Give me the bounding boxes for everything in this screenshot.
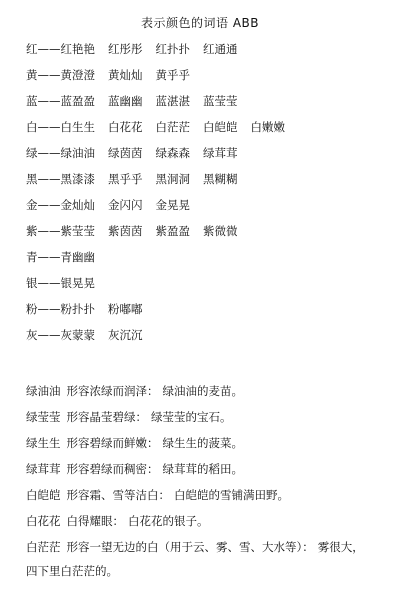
definition-row [26,540,386,566]
word-item: 黑糊糊 [203,172,238,186]
word-lead: 绿——绿油油 [26,146,95,160]
word-lead: 青——青幽幽 [26,250,95,264]
word-item: 红扑扑 [155,42,190,56]
word-lead: 银——银晃晃 [26,276,95,290]
definition-continuation-text: 四下里白茫茫的。 [26,564,118,578]
word-row-pink [26,302,394,328]
definition-example: 雾很大， [317,540,364,554]
word-row-green [26,146,394,172]
definition-term: 绿油油 [26,384,61,398]
word-row-yellow [26,68,394,94]
word-row-silver [26,276,394,302]
word-item: 黑洞洞 [155,172,190,186]
word-lead: 红——红艳艳 [26,42,95,56]
definition-meaning: 形容碧绿而鲜嫩： [66,436,159,450]
definition-row [26,436,386,462]
word-row-gray [26,328,394,354]
word-row-gold [26,198,394,224]
word-lead: 粉——粉扑扑 [26,302,95,316]
word-row-purple [26,224,394,250]
word-item: 黄灿灿 [108,68,143,82]
word-item: 粉嘟嘟 [108,302,143,316]
definition-row [26,488,386,514]
word-item: 白花花 [108,120,143,134]
word-item: 红彤彤 [108,42,143,56]
word-item: 黑乎乎 [108,172,143,186]
word-item: 金晃晃 [155,198,190,212]
word-item: 黄乎乎 [155,68,190,82]
word-item: 蓝幽幽 [108,94,143,108]
definition-example: 白皑皑的雪铺满田野。 [174,488,289,502]
definition-row [26,410,386,436]
definition-meaning: 形容浓绿而润泽： [66,384,159,398]
definition-meaning: 白得耀眼： [66,514,124,528]
word-item: 白皑皑 [203,120,238,134]
definition-meaning: 形容霜、雪等洁白： [66,488,170,502]
definition-term: 白皑皑 [26,488,61,502]
word-item: 绿森森 [155,146,190,160]
word-lead: 白——白生生 [26,120,95,134]
definition-meaning: 形容碧绿而稠密： [66,462,159,476]
word-item: 绿茸茸 [203,146,238,160]
definition-row [26,514,386,540]
definition-term: 白茫茫 [26,540,61,554]
definition-continuation [26,564,386,590]
definition-meaning: 形容一望无边的白（用于云、雾、雪、大水等）： [66,540,314,554]
word-item: 蓝湛湛 [155,94,190,108]
word-row-blue [26,94,394,120]
word-row-cyan [26,250,394,276]
word-lead: 黑——黑漆漆 [26,172,95,186]
word-item: 白茫茫 [155,120,190,134]
word-lead: 金——金灿灿 [26,198,95,212]
word-lead: 黄——黄澄澄 [26,68,95,82]
word-item: 紫微微 [203,224,238,238]
definition-example: 绿莹莹的宝石。 [151,410,232,424]
word-item: 绿茵茵 [108,146,143,160]
definition-example: 绿生生的菠菜。 [162,436,243,450]
word-item: 红通通 [203,42,238,56]
definition-example: 白花花的银子。 [128,514,209,528]
word-item: 金闪闪 [108,198,143,212]
word-item: 灰沉沉 [108,328,143,342]
color-word-list [26,42,394,354]
definition-term: 绿茸茸 [26,462,61,476]
word-row-black [26,172,394,198]
word-item: 紫茵茵 [108,224,143,238]
definition-term: 白花花 [26,514,61,528]
word-lead: 蓝——蓝盈盈 [26,94,95,108]
word-row-white [26,120,394,146]
document-title: 表示颜色的词语 ABB [141,16,259,30]
definition-row [26,384,386,410]
word-lead: 紫——紫莹莹 [26,224,95,238]
definition-row [26,462,386,488]
word-row-red [26,42,394,68]
word-item: 白嫩嫩 [250,120,285,134]
definitions-section [26,384,386,590]
definition-example: 绿油油的麦苗。 [162,384,243,398]
word-item: 蓝莹莹 [203,94,238,108]
word-item: 紫盈盈 [155,224,190,238]
word-lead: 灰——灰蒙蒙 [26,328,95,342]
definition-term: 绿莹莹 [26,410,61,424]
definition-meaning: 形容晶莹碧绿： [66,410,147,424]
definition-example: 绿茸茸的稻田。 [162,462,243,476]
definition-term: 绿生生 [26,436,61,450]
